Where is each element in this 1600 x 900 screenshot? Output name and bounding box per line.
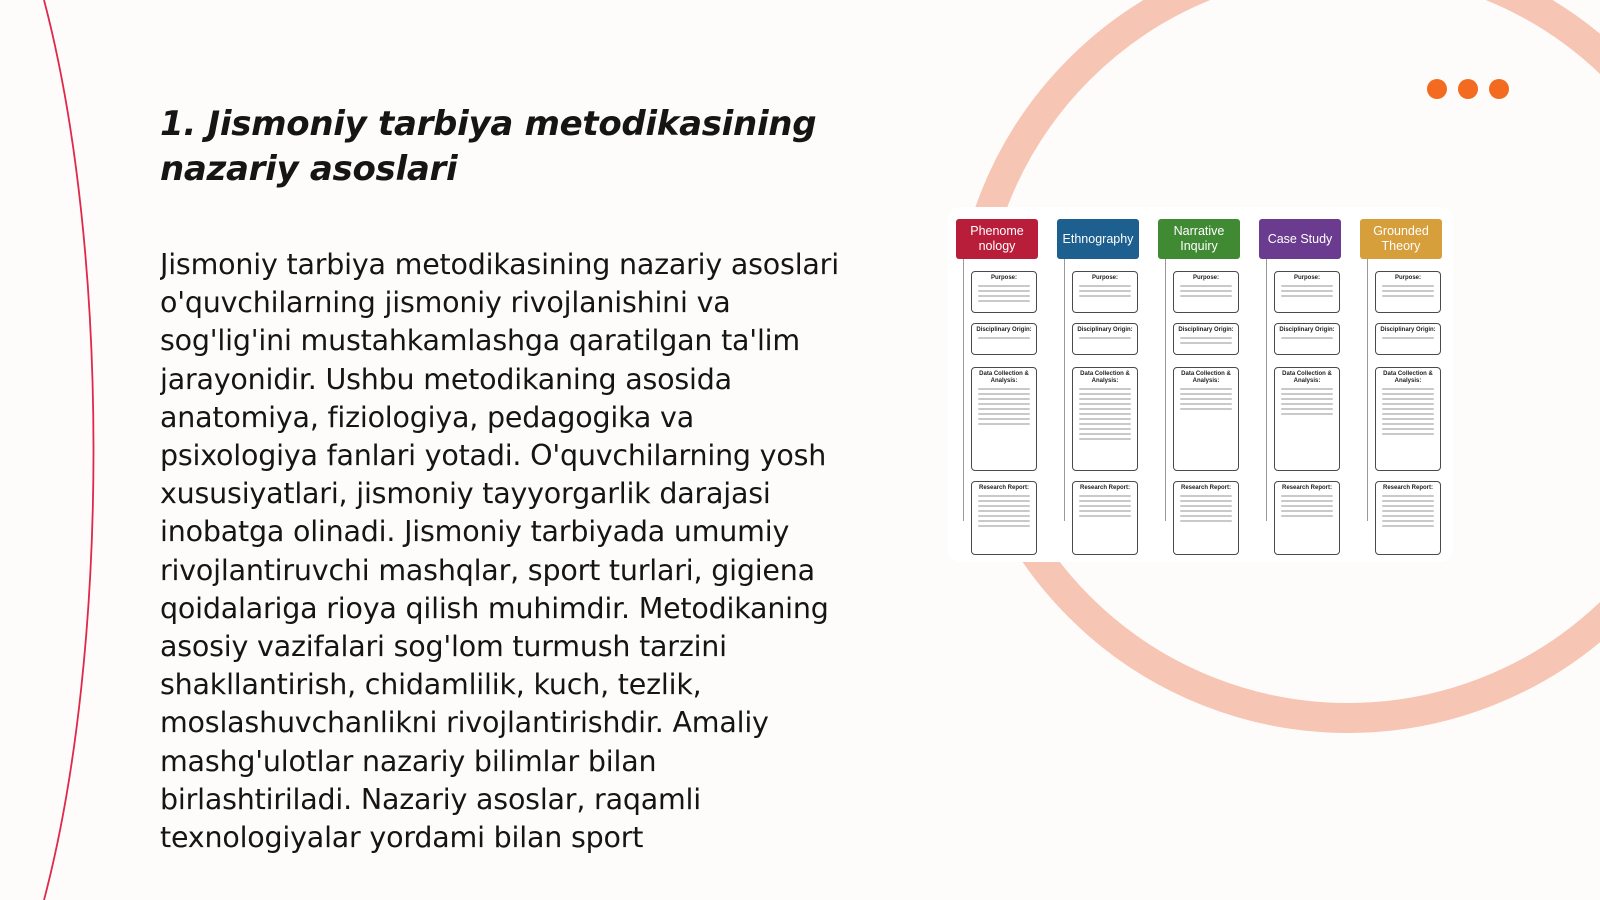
approach-column-header xyxy=(1259,219,1341,259)
blurred-text-line xyxy=(978,413,1030,415)
blurred-text-line xyxy=(1079,510,1131,512)
approach-column xyxy=(1057,219,1139,491)
approach-column-title-line: Case Study xyxy=(1267,231,1333,246)
blurred-text-line xyxy=(1382,413,1434,415)
box-title: Purpose: xyxy=(990,275,1017,281)
box-title: Research Report: xyxy=(1180,485,1231,491)
blurred-text-line xyxy=(1180,342,1232,344)
blurred-text-line xyxy=(978,418,1030,420)
blurred-text-line xyxy=(1079,423,1131,425)
blurred-text-line xyxy=(1281,285,1333,287)
blurred-text-line xyxy=(1382,295,1434,297)
approach-column-title-line: Phenome xyxy=(970,224,1024,238)
blurred-text-lines xyxy=(1278,495,1336,517)
blurred-text-line xyxy=(1079,403,1131,405)
blurred-text-line xyxy=(1281,398,1333,400)
blurred-text-line xyxy=(1382,505,1434,507)
blurred-text-lines xyxy=(1076,337,1134,339)
blurred-text-line xyxy=(1382,337,1434,339)
approach-column xyxy=(1360,219,1442,491)
connector-line xyxy=(1266,259,1267,521)
blurred-text-line xyxy=(1382,418,1434,420)
blurred-text-line xyxy=(1180,495,1232,497)
slide-title xyxy=(160,102,860,192)
blurred-text-line xyxy=(1281,290,1333,292)
purpose-box xyxy=(1173,271,1239,313)
box-title: Disciplinary Origin: xyxy=(1178,327,1234,333)
blurred-text-line xyxy=(1281,388,1333,390)
blurred-text-line xyxy=(978,295,1030,297)
box-title: Disciplinary Origin: xyxy=(1380,327,1436,333)
purpose-box xyxy=(1072,271,1138,313)
box-title: Research Report: xyxy=(1079,485,1130,491)
blurred-text-line xyxy=(978,505,1030,507)
accent-dot xyxy=(1489,79,1509,99)
blurred-text-line xyxy=(1180,500,1232,502)
data-collection-box xyxy=(1173,367,1239,471)
blurred-text-line xyxy=(1180,393,1232,395)
blurred-text-line xyxy=(1180,515,1232,517)
research-report-box xyxy=(1072,481,1138,555)
blurred-text-line xyxy=(1079,495,1131,497)
blurred-text-line xyxy=(1281,408,1333,410)
blurred-text-lines xyxy=(1379,495,1437,527)
blurred-text-line xyxy=(978,388,1030,390)
blurred-text-line xyxy=(1180,520,1232,522)
purpose-box xyxy=(1375,271,1441,313)
box-title: Research Report: xyxy=(978,485,1029,491)
blurred-text-line xyxy=(1382,495,1434,497)
blurred-text-lines xyxy=(975,337,1033,339)
blurred-text-line xyxy=(1281,393,1333,395)
connector-line xyxy=(1064,259,1065,521)
blurred-text-lines xyxy=(975,285,1033,302)
blurred-text-line xyxy=(978,300,1030,302)
blurred-text-line xyxy=(1180,403,1232,405)
blurred-text-line xyxy=(1281,295,1333,297)
blurred-text-lines xyxy=(1076,495,1134,517)
approach-column xyxy=(956,219,1038,491)
slide-body-text: Jismoniy tarbiya metodikasining nazariy asoslari o'quvchilarning jismoniy rivojlanishini va sog'lig'ini mustahkamlashga qaratilgan ta'lim jarayonidir. Ushbu metodikaning asosida anatomiya, fiziologiya, pedagogika va psixologiya fanlari yotadi. O'quvchilarning yosh xususiyatlari, jismoniy tayyorgarlik darajasi inobatga olinadi. Jismoniy tarbiyada umumiy rivojlantiruvchi mashqlar, sport turlari, gigiena qoidalariga rioya qilish muhimdir. Metodikaning asosiy vazifalari sog'lom turmush tarzini shakllantirish, chidamlilik, kuch, tezlik, moslashuvchanlikni rivojlantirishdir. Amaliy mashg'ulotlar nazariy bilimlar bilan birlashtiriladi. Nazariy asoslar, raqamli texnologiyalar yordami bilan sport xyxy=(160,248,839,855)
approach-column-title-line: Theory xyxy=(1381,239,1421,253)
blurred-text-line xyxy=(1382,500,1434,502)
blurred-text-line xyxy=(1281,413,1333,415)
blurred-text-line xyxy=(978,500,1030,502)
blurred-text-line xyxy=(1281,403,1333,405)
approach-column-title-line: Grounded xyxy=(1373,224,1429,238)
blurred-text-lines xyxy=(1278,285,1336,297)
research-report-box xyxy=(971,481,1037,555)
box-title: Research Report: xyxy=(1382,485,1433,491)
blurred-text-line xyxy=(1281,505,1333,507)
blurred-text-line xyxy=(978,525,1030,527)
blurred-text-line xyxy=(1382,525,1434,527)
blurred-text-line xyxy=(1382,403,1434,405)
blurred-text-line xyxy=(1079,413,1131,415)
blurred-text-lines xyxy=(1076,388,1134,440)
blurred-text-line xyxy=(1079,393,1131,395)
blurred-text-line xyxy=(1281,337,1333,339)
blurred-text-line xyxy=(1079,408,1131,410)
disciplinary-origin-box xyxy=(971,323,1037,355)
approach-column-header xyxy=(1158,219,1240,259)
connector-line xyxy=(1367,259,1368,521)
blurred-text-line xyxy=(978,403,1030,405)
blurred-text-line xyxy=(1382,408,1434,410)
blurred-text-line xyxy=(1281,510,1333,512)
blurred-text-line xyxy=(1382,398,1434,400)
blurred-text-lines xyxy=(1379,388,1437,435)
blurred-text-line xyxy=(978,515,1030,517)
qualitative-approaches-figure xyxy=(948,207,1453,562)
blurred-text-lines xyxy=(975,388,1033,425)
blurred-text-line xyxy=(1079,428,1131,430)
approach-column-header xyxy=(1057,219,1139,259)
approach-column-title-line: Inquiry xyxy=(1180,239,1218,253)
data-collection-box xyxy=(1375,367,1441,471)
blurred-text-lines xyxy=(1379,285,1437,297)
blurred-text-line xyxy=(1079,295,1131,297)
blurred-text-line xyxy=(978,495,1030,497)
purpose-box xyxy=(971,271,1037,313)
disciplinary-origin-box xyxy=(1072,323,1138,355)
approach-column-title xyxy=(1268,232,1333,247)
accent-dots xyxy=(1427,79,1509,99)
blurred-text-line xyxy=(1079,398,1131,400)
blurred-text-line xyxy=(1281,515,1333,517)
approach-column-title xyxy=(1063,232,1134,247)
blurred-text-line xyxy=(1382,290,1434,292)
blurred-text-line xyxy=(1079,515,1131,517)
blurred-text-line xyxy=(1382,433,1434,435)
research-report-box xyxy=(1274,481,1340,555)
blurred-text-line xyxy=(1180,505,1232,507)
box-title: Data Collection & Analysis: xyxy=(1282,371,1332,384)
blurred-text-line xyxy=(1281,500,1333,502)
blurred-text-lines xyxy=(1379,337,1437,339)
box-title: Data Collection & Analysis: xyxy=(1383,371,1433,384)
blurred-text-line xyxy=(1079,337,1131,339)
blurred-text-lines xyxy=(975,495,1033,527)
blurred-text-line xyxy=(1079,418,1131,420)
blurred-text-line xyxy=(1180,285,1232,287)
accent-dot xyxy=(1458,79,1478,99)
research-report-box xyxy=(1375,481,1441,555)
blurred-text-line xyxy=(978,408,1030,410)
blurred-text-line xyxy=(1079,438,1131,440)
box-title: Disciplinary Origin: xyxy=(976,327,1032,333)
approach-column-title-line: Narrative xyxy=(1173,224,1225,238)
blurred-text-lines xyxy=(1177,285,1235,297)
blurred-text-line xyxy=(978,520,1030,522)
blurred-text-line xyxy=(978,285,1030,287)
blurred-text-line xyxy=(1079,285,1131,287)
blurred-text-line xyxy=(1079,433,1131,435)
blurred-text-line xyxy=(978,393,1030,395)
blurred-text-line xyxy=(1180,388,1232,390)
blurred-text-line xyxy=(1382,388,1434,390)
box-title: Purpose: xyxy=(1293,275,1320,281)
blurred-text-line xyxy=(1079,505,1131,507)
data-collection-box xyxy=(1274,367,1340,471)
box-title: Disciplinary Origin: xyxy=(1279,327,1335,333)
slide-title-line-2: nazariy asoslari xyxy=(160,149,458,189)
research-report-box xyxy=(1173,481,1239,555)
approach-column-header xyxy=(956,219,1038,259)
blurred-text-line xyxy=(1180,398,1232,400)
blurred-text-line xyxy=(978,290,1030,292)
approach-column xyxy=(1158,219,1240,491)
data-collection-box xyxy=(1072,367,1138,471)
box-title: Data Collection & Analysis: xyxy=(1080,371,1130,384)
blurred-text-line xyxy=(978,337,1030,339)
approach-column-title-line: nology xyxy=(978,239,1016,253)
blurred-text-line xyxy=(978,510,1030,512)
blurred-text-line xyxy=(1382,423,1434,425)
blurred-text-lines xyxy=(1177,337,1235,344)
data-collection-box xyxy=(971,367,1037,471)
connector-line xyxy=(1165,259,1166,521)
approach-column-title xyxy=(1373,224,1429,254)
blurred-text-line xyxy=(1382,285,1434,287)
approach-column-title-line: Ethnography xyxy=(1062,231,1134,246)
disciplinary-origin-box xyxy=(1274,323,1340,355)
box-title: Research Report: xyxy=(1281,485,1332,491)
blurred-text-line xyxy=(1382,520,1434,522)
approach-column-header xyxy=(1360,219,1442,259)
blurred-text-line xyxy=(1382,428,1434,430)
approach-column-title xyxy=(970,224,1024,254)
disciplinary-origin-box xyxy=(1173,323,1239,355)
blurred-text-line xyxy=(1079,500,1131,502)
accent-dot xyxy=(1427,79,1447,99)
blurred-text-line xyxy=(978,423,1030,425)
box-title: Purpose: xyxy=(1091,275,1118,281)
connector-line xyxy=(963,259,964,521)
blurred-text-lines xyxy=(1278,388,1336,415)
blurred-text-line xyxy=(1079,290,1131,292)
blurred-text-line xyxy=(1382,510,1434,512)
approach-column xyxy=(1259,219,1341,491)
box-title: Disciplinary Origin: xyxy=(1077,327,1133,333)
blurred-text-line xyxy=(1180,408,1232,410)
disciplinary-origin-box xyxy=(1375,323,1441,355)
blurred-text-line xyxy=(1281,495,1333,497)
slide-title-line-1: 1. Jismoniy tarbiya metodikasining xyxy=(160,104,817,144)
blurred-text-lines xyxy=(1177,388,1235,410)
blurred-text-line xyxy=(978,398,1030,400)
blurred-text-line xyxy=(1180,510,1232,512)
box-title: Data Collection & Analysis: xyxy=(979,371,1029,384)
blurred-text-line xyxy=(1180,295,1232,297)
blurred-text-line xyxy=(1079,388,1131,390)
box-title: Data Collection & Analysis: xyxy=(1181,371,1231,384)
box-title: Purpose: xyxy=(1192,275,1219,281)
blurred-text-line xyxy=(1382,393,1434,395)
blurred-text-lines xyxy=(1076,285,1134,297)
blurred-text-lines xyxy=(1278,337,1336,339)
blurred-text-lines xyxy=(1177,495,1235,522)
purpose-box xyxy=(1274,271,1340,313)
blurred-text-line xyxy=(1180,290,1232,292)
left-edge-line xyxy=(44,0,94,900)
box-title: Purpose: xyxy=(1394,275,1421,281)
blurred-text-line xyxy=(1180,337,1232,339)
approach-column-title xyxy=(1174,224,1225,254)
blurred-text-line xyxy=(1382,515,1434,517)
